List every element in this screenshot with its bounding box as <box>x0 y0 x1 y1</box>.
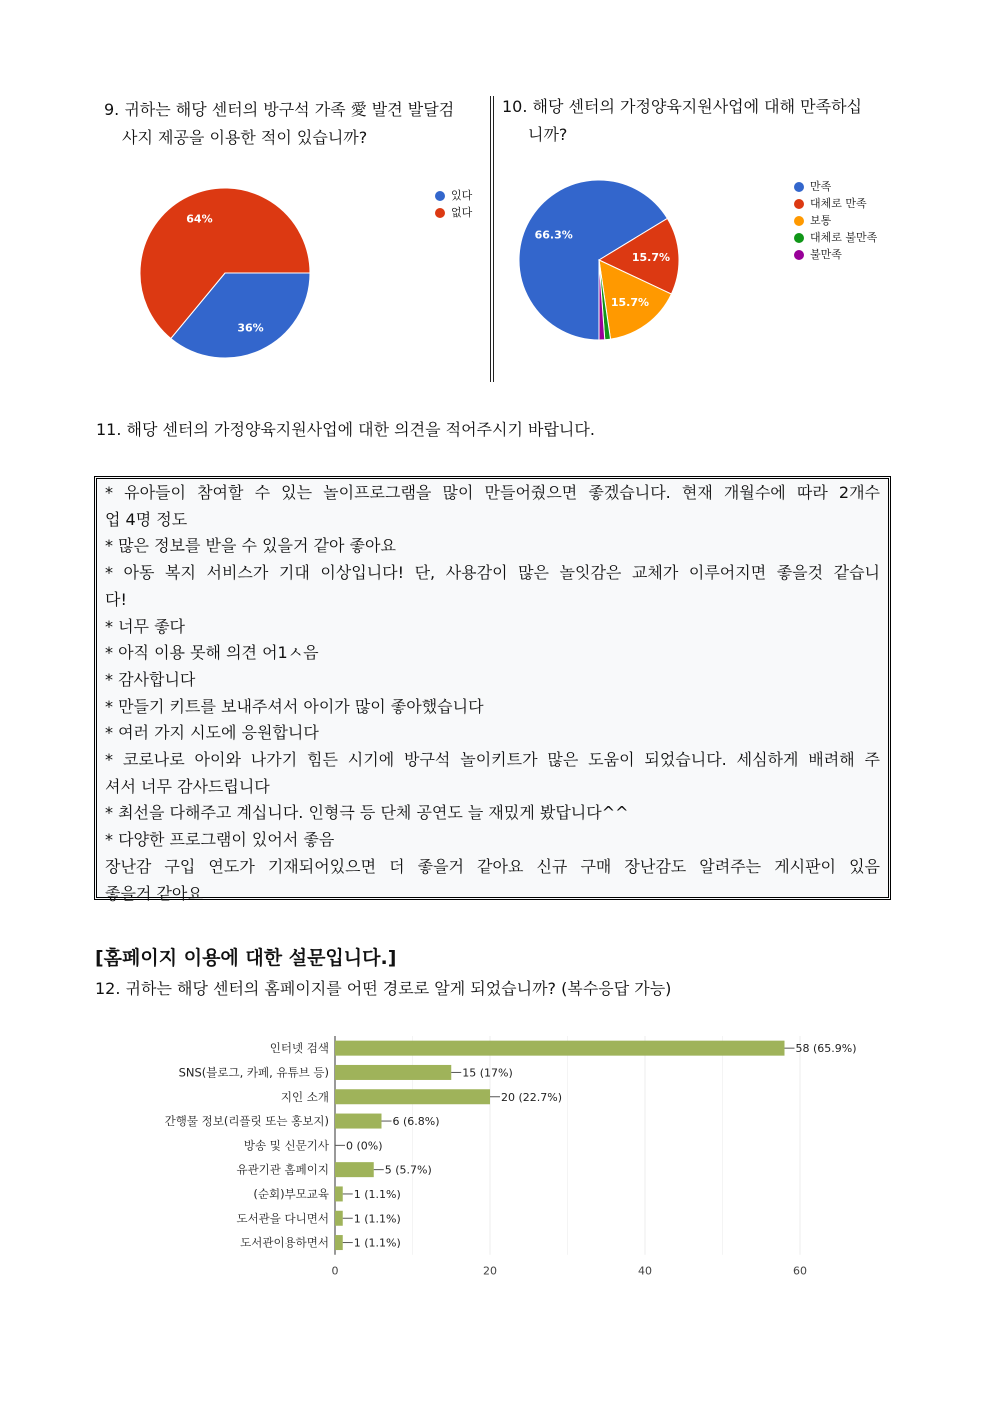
legend-label: 보통 <box>810 214 832 227</box>
category-label: SNS(블로그, 카페, 유튜브 등) <box>178 1065 329 1080</box>
column-divider <box>490 96 494 382</box>
bar <box>335 1162 374 1177</box>
legend-q9 <box>435 187 472 221</box>
question-9-line1: 9. 귀하는 해당 센터의 방구석 가족 愛 발견 발달검 <box>104 100 455 119</box>
pie-chart-q9 <box>130 178 330 378</box>
opinion-line: * 유아들이 참여할 수 있는 놀이프로그램을 많이 만들어줬으면 좋겠습니다. 현재 개월수에 따라 2개수 <box>105 483 880 502</box>
opinion-line: 업 4명 정도 <box>105 509 188 529</box>
opinion-line: * 여러 가지 시도에 응원합니다 <box>105 723 319 743</box>
bar-chart-q12 <box>150 1030 890 1290</box>
opinion-box <box>94 476 891 903</box>
opinion-line: * 코로나로 아이와 나가기 힘든 시기에 방구석 놀이키트가 많은 도움이 되었습니다. 세심하게 배려해 주 <box>105 750 880 770</box>
category-label: (순회)부모교육 <box>253 1186 329 1201</box>
pie-slice-label: 64% <box>186 212 213 226</box>
legend-item <box>794 229 877 246</box>
x-tick-label: 0 <box>331 1264 339 1278</box>
category-label: 유관기관 홈페이지 <box>236 1162 329 1177</box>
bar-value-label: 1 (1.1%) <box>353 1187 401 1201</box>
category-label: 도서관이용하면서 <box>240 1235 329 1250</box>
bar <box>335 1114 382 1129</box>
category-label: 도서관을 다니면서 <box>236 1211 329 1226</box>
opinion-line: * 감사합니다 <box>105 669 196 689</box>
pie-slice-label: 36% <box>237 321 264 335</box>
legend-dot-icon <box>794 199 804 209</box>
opinion-line: 셔서 너무 감사드립니다 <box>105 776 270 796</box>
legend-label: 없다 <box>451 206 473 219</box>
bar-value-label: 0 (0%) <box>346 1139 383 1153</box>
opinion-line: * 많은 정보를 받을 수 있을거 같아 좋아요 <box>105 536 396 556</box>
bar-value-label: 15 (17%) <box>462 1066 513 1080</box>
legend-item <box>794 246 877 263</box>
opinion-line: 다! <box>105 589 127 609</box>
legend-dot-icon <box>435 208 445 218</box>
x-tick-label: 20 <box>483 1264 497 1278</box>
legend-item <box>794 178 877 195</box>
x-tick-label: 40 <box>638 1264 652 1278</box>
opinion-line: * 만들기 키트를 보내주셔서 아이가 많이 좋아했습니다 <box>105 696 484 716</box>
legend-label: 불만족 <box>810 248 842 261</box>
legend-dot-icon <box>435 191 445 201</box>
legend-dot-icon <box>794 250 804 260</box>
category-label: 간행물 정보(리플릿 또는 홍보지) <box>164 1114 329 1129</box>
opinion-line: * 너무 좋다 <box>105 616 185 636</box>
question-10-line2: 니까? <box>528 125 568 144</box>
opinion-line: 장난감 구입 연도가 기재되어있으면 더 좋을거 같아요 신규 구매 장난감도 알려주는 게시판이 있음 <box>105 856 880 876</box>
legend-label: 만족 <box>810 180 832 193</box>
legend-q10 <box>794 178 877 263</box>
legend-item <box>794 212 877 229</box>
section-title: [홈페이지 이용에 대한 설문입니다.] <box>95 947 397 969</box>
opinion-line: * 최선을 다해주고 계십니다. 인형극 등 단체 공연도 늘 재밌게 봤답니다^^ <box>105 803 629 823</box>
question-10 <box>502 93 886 149</box>
question-9-line2: 사지 제공을 이용한 적이 있습니까? <box>122 128 368 147</box>
legend-item <box>435 187 472 204</box>
category-label: 방송 및 신문기사 <box>243 1138 329 1153</box>
bar-value-label: 6 (6.8%) <box>392 1115 440 1129</box>
legend-dot-icon <box>794 233 804 243</box>
bar-value-label: 1 (1.1%) <box>353 1212 401 1226</box>
category-label: 지인 소개 <box>280 1089 329 1104</box>
bar-value-label: 20 (22.7%) <box>501 1090 563 1104</box>
bar <box>335 1235 343 1250</box>
pie-slice-label: 15.7% <box>631 251 671 265</box>
legend-label: 대체로 만족 <box>810 197 867 210</box>
pie-slice-label: 66.3% <box>534 228 573 242</box>
bar <box>335 1065 451 1080</box>
bar <box>335 1089 490 1104</box>
question-10-line1: 10. 해당 센터의 가정양육지원사업에 대해 만족하십 <box>502 97 862 116</box>
opinion-line: * 다양한 프로그램이 있어서 좋음 <box>105 830 335 850</box>
pie-chart-q10 <box>510 172 690 352</box>
legend-item <box>435 204 472 221</box>
pie-slice-label: 15.7% <box>610 295 650 309</box>
x-tick-label: 60 <box>793 1264 807 1278</box>
bar-value-label: 58 (65.9%) <box>795 1042 857 1056</box>
category-label: 인터넷 검색 <box>269 1041 329 1056</box>
bar <box>335 1041 785 1056</box>
question-12: 12. 귀하는 해당 센터의 홈페이지를 어떤 경로로 알게 되었습니까? (복수응답 가능) <box>95 979 672 998</box>
question-9 <box>104 96 484 152</box>
legend-dot-icon <box>794 182 804 192</box>
legend-label: 있다 <box>451 189 473 202</box>
bar-value-label: 5 (5.7%) <box>384 1163 432 1177</box>
legend-item <box>794 195 877 212</box>
bar <box>335 1186 343 1201</box>
legend-dot-icon <box>794 216 804 226</box>
opinion-line: 좋을거 같아요 <box>105 883 203 903</box>
legend-label: 대체로 불만족 <box>810 231 878 244</box>
bar-value-label: 1 (1.1%) <box>353 1236 401 1250</box>
opinion-line: * 아동 복지 서비스가 기대 이상입니다! 단, 사용감이 많은 놀잇감은 교체가 이루어지면 좋을것 같습니 <box>105 563 880 583</box>
question-11: 11. 해당 센터의 가정양육지원사업에 대한 의견을 적어주시기 바랍니다. <box>96 420 595 439</box>
opinion-line: * 아직 이용 못해 의견 어1ㅅ음 <box>105 643 319 663</box>
bar <box>335 1211 343 1226</box>
